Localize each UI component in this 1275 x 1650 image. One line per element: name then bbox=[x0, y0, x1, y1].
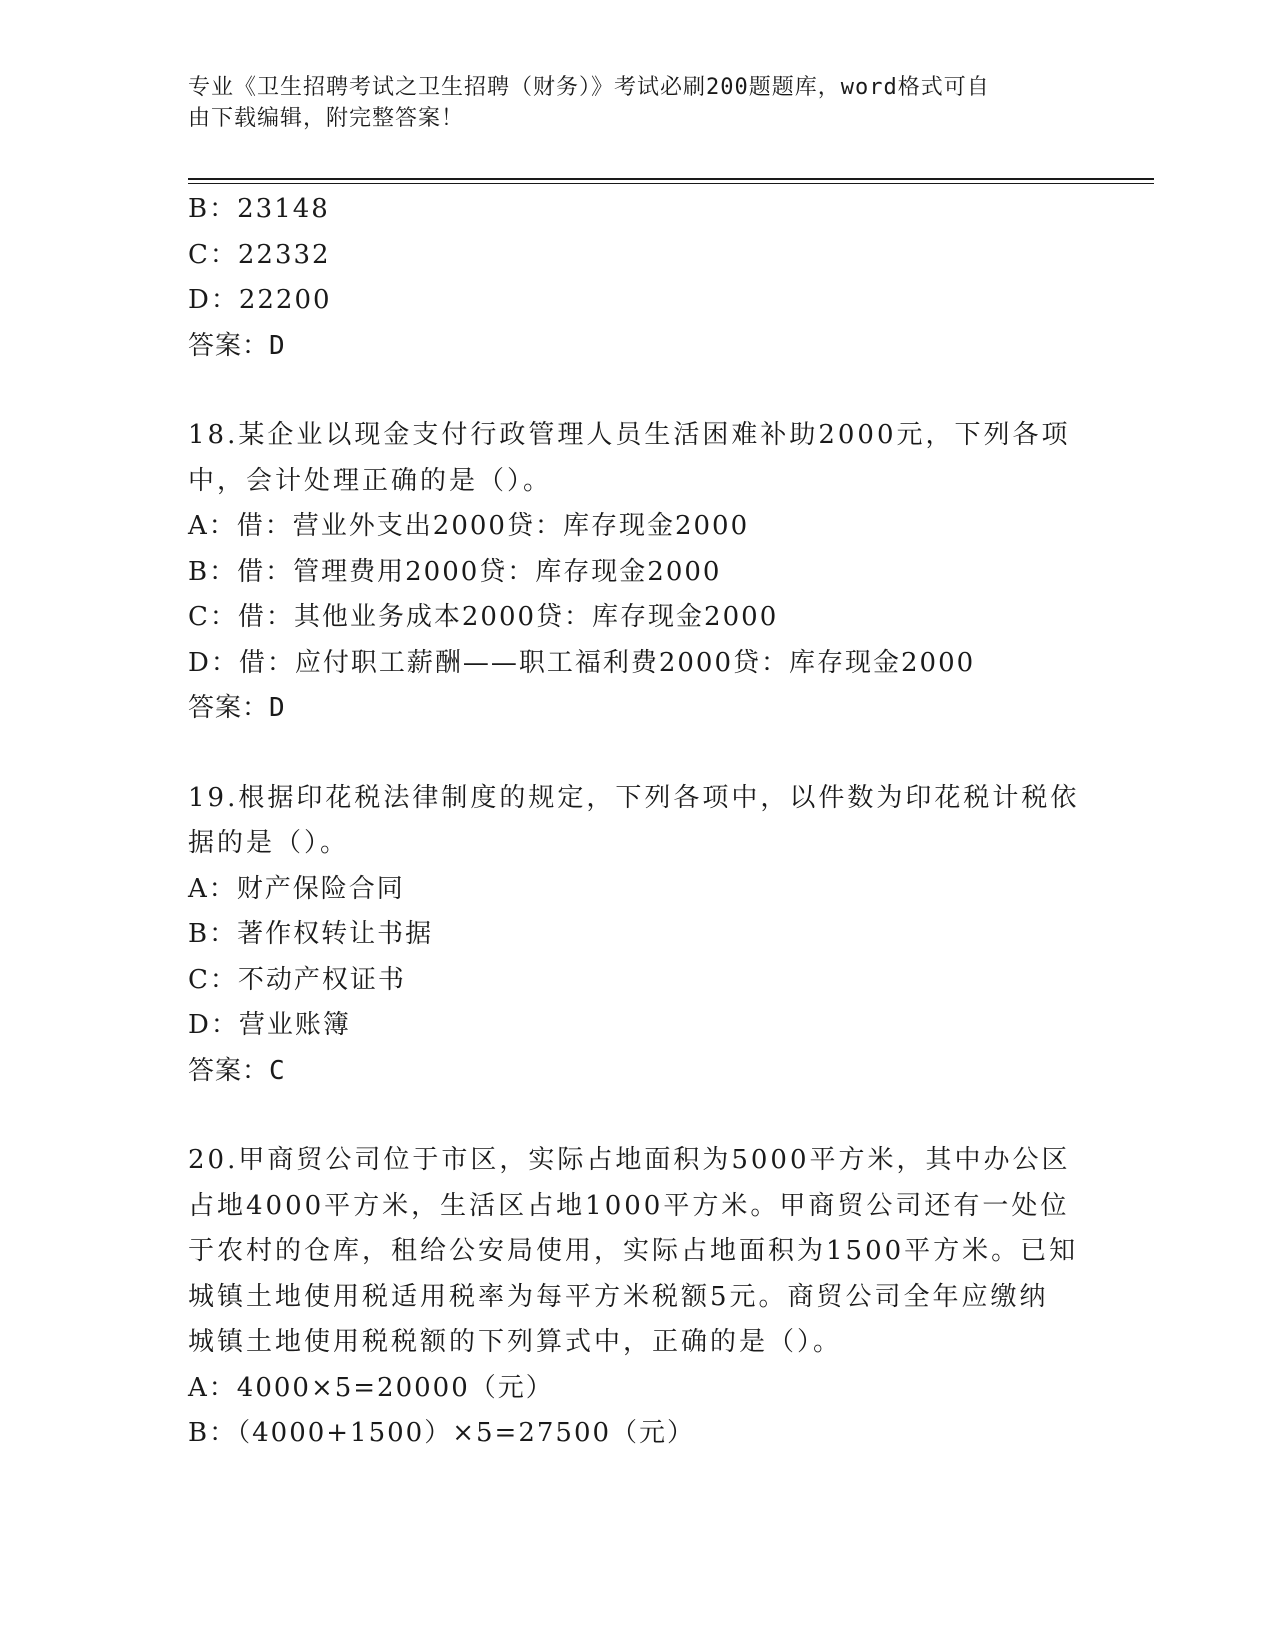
answer-line: 答案：D bbox=[188, 330, 286, 361]
question-17-continued bbox=[188, 187, 1088, 369]
option-a: A：财产保险合同 bbox=[188, 873, 405, 904]
spacer bbox=[188, 732, 1088, 776]
answer-line: 答案：C bbox=[188, 1055, 286, 1086]
question-text-line: 20.甲商贸公司位于市区，实际占地面积为5000平方米，其中办公区 bbox=[188, 1145, 1071, 1175]
question-text-line: 占地4000平方米，生活区占地1000平方米。甲商贸公司还有一处位 bbox=[188, 1190, 1070, 1221]
question-text-line: 中，会计处理正确的是（）。 bbox=[188, 465, 553, 496]
question-text-line: 于农村的仓库，租给公安局使用，实际占地面积为1500平方米。已知 bbox=[188, 1236, 1079, 1266]
option-b: B：著作权转让书据 bbox=[188, 919, 434, 949]
option-b: B：23148 bbox=[188, 194, 330, 224]
option-c: C：不动产权证书 bbox=[188, 964, 406, 995]
question-text-line: 19.根据印花税法律制度的规定，下列各项中，以件数为印花税计税依 bbox=[188, 782, 1080, 813]
document-body bbox=[188, 187, 1088, 1457]
answer-line: 答案：D bbox=[188, 693, 286, 723]
header-divider bbox=[188, 178, 1154, 184]
option-d: D：营业账簿 bbox=[188, 1010, 351, 1040]
header-line-2: 由下载编辑，附完整答案！ bbox=[188, 106, 465, 131]
spacer bbox=[188, 1094, 1088, 1138]
question-19 bbox=[188, 776, 1088, 1095]
option-b: B：借：管理费用2000贷：库存现金2000 bbox=[188, 556, 722, 587]
option-a: A：借：营业外支出2000贷：库存现金2000 bbox=[188, 511, 750, 541]
option-c: C：22332 bbox=[188, 239, 331, 270]
option-b: B：（4000+1500）×5=27500（元） bbox=[188, 1418, 696, 1448]
document-header bbox=[188, 72, 1068, 134]
option-d: D：22200 bbox=[188, 285, 332, 315]
question-text-line: 城镇土地使用税税额的下列算式中，正确的是（）。 bbox=[188, 1327, 843, 1357]
spacer bbox=[188, 369, 1088, 413]
question-text-line: 城镇土地使用税适用税率为每平方米税额5元。商贸公司全年应缴纳 bbox=[188, 1281, 1049, 1312]
header-line-1: 专业《卫生招聘考试之卫生招聘（财务）》考试必刷200题题库，word格式可自 bbox=[188, 75, 990, 100]
option-c: C：借：其他业务成本2000贷：库存现金2000 bbox=[188, 602, 779, 632]
question-18 bbox=[188, 413, 1088, 732]
question-20 bbox=[188, 1138, 1088, 1457]
question-text-line: 据的是（）。 bbox=[188, 828, 350, 858]
question-text-line: 18.某企业以现金支付行政管理人员生活困难补助2000元，下列各项 bbox=[188, 420, 1071, 450]
option-a: A：4000×5=20000（元） bbox=[188, 1372, 554, 1403]
option-d: D：借：应付职工薪酬——职工福利费2000贷：库存现金2000 bbox=[188, 647, 976, 678]
